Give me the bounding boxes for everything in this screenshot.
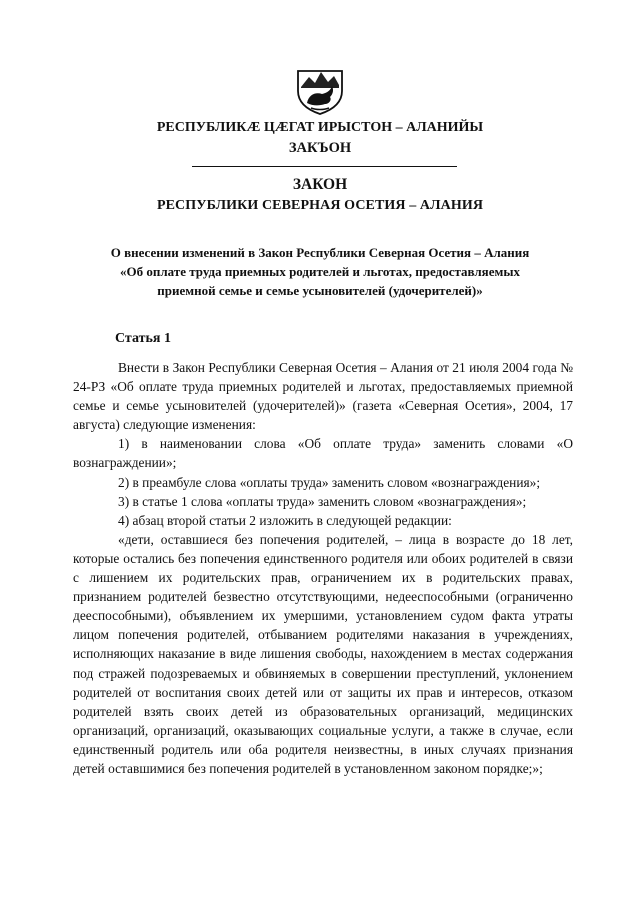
- amendment-item-2: 2) в преамбуле слова «оплаты труда» заменить словом «вознаграждения»;: [118, 474, 541, 490]
- law-title: [0, 243, 640, 300]
- article-heading: Статья 1: [115, 331, 171, 346]
- article-body: [73, 358, 573, 778]
- law-label-ossetian: ЗАКЪОН: [288, 140, 352, 156]
- amendment-quote: «дети, оставшиеся без попечения родителей, – лица в возрасте до 18 лет, которые остались без попечения единственного родителя или обоих родителей в связи с лишением их родительских прав, ограничением их в родительских правах, признанием родителей безвестно отсутствующими, недееспособными (ограниченно дееспособными), объявлением их умершими, установлением судом факта утраты лицом попечения родителей, отбыванием родителями наказания в учреждениях, исполняющих наказание в виде лишения свободы, нахождением в местах содержания под стражей подозреваемых и обвиняемых в совершении преступлений, уклонением родителей от воспитания своих детей или от защиты их прав и интересов, отказом родителей взять своих детей из образовательных организаций, медицинских организаций, организаций, оказывающих социальные услуги, а также в случае, если единственный родитель или оба родителя неизвестны, в иных случаях признания детей оставшимися без попечения родителей в установленном законом порядке;»;: [73, 531, 573, 776]
- article-intro-paragraph: Внести в Закон Республики Северная Осетия – Алания от 21 июля 2004 года № 24-РЗ «Об оплате труда приемных родителей и льготах, предоставляемых приемной семье и семье усыновителей (удочерителей)» (газета «Северная Осетия», 2004, 17 августа) следующие изменения:: [73, 360, 573, 433]
- amendment-item-1: 1) в наименовании слова «Об оплате труда» заменить словами «О вознаграждении»;: [73, 436, 573, 471]
- coat-of-arms-icon: [294, 63, 346, 115]
- amendment-item-4: 4) абзац второй статьи 2 изложить в следующей редакции:: [118, 512, 452, 528]
- law-title-line: «Об оплате труда приемных родителей и льготах, предоставляемых: [120, 264, 520, 279]
- law-title-line: приемной семье и семье усыновителей (удочерителей)»: [157, 283, 483, 298]
- law-title-line: О внесении изменений в Закон Республики Северная Осетия – Алания: [110, 245, 530, 260]
- header-divider: [192, 166, 457, 167]
- law-label-russian: ЗАКОН: [292, 176, 348, 193]
- republic-name-russian: РЕСПУБЛИКИ СЕВЕРНАЯ ОСЕТИЯ – АЛАНИЯ: [156, 198, 484, 213]
- amendment-item-3: 3) в статье 1 слова «оплаты труда» заменить словом «вознаграждения»;: [118, 493, 527, 509]
- republic-name-ossetian: РЕСПУБЛИКÆ ЦÆГАТ ИРЫСТОН – АЛАНИЙЫ: [156, 120, 484, 135]
